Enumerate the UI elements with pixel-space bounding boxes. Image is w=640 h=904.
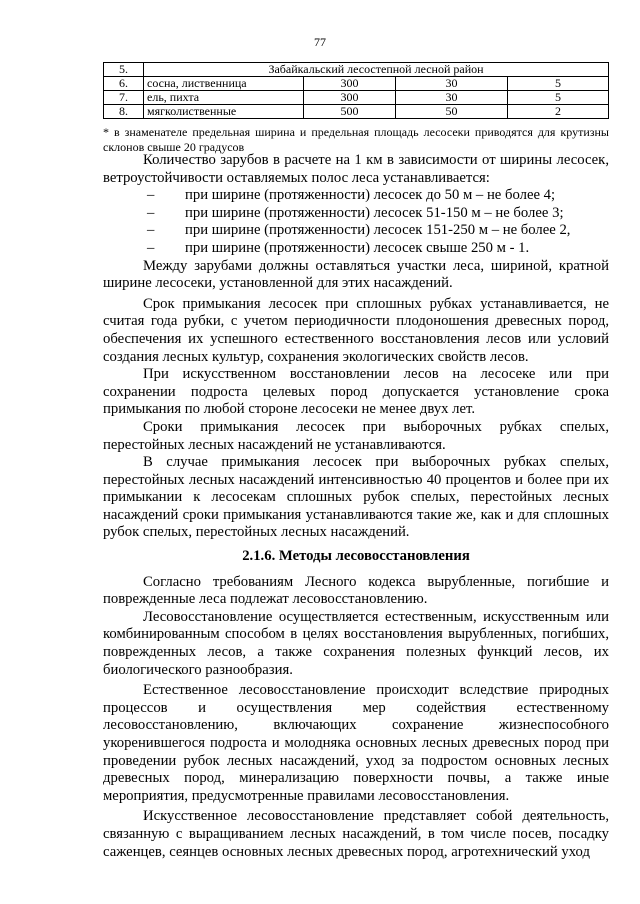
paragraph: Сроки примыкания лесосек при выборочных рубках спелых, перестойных лесных насаждений не устанавливаются. bbox=[103, 418, 609, 453]
norms-table bbox=[103, 62, 609, 119]
value-cell: 30 bbox=[396, 77, 508, 91]
row-number: 5. bbox=[104, 63, 144, 77]
value-cell: 300 bbox=[304, 77, 396, 91]
species-cell: мягколиственные bbox=[144, 105, 304, 119]
paragraph: Лесовосстановление осуществляется естественным, искусственным или комбинированным способом в целях восстановления вырубленных, погибших, поврежденных лесов, а также сохранения полезных функций лесов, их биологического разнообразия. bbox=[103, 608, 609, 678]
paragraph: Естественное лесовосстановление происходит вследствие природных процессов и осуществления мер содействия естественному лесовосстановлению, включающих сохранение жизнеспособного укоренившегося подроста и молодняка основных лесных древесных пород при проведении рубок лесных насаждений, уход за подростом основных лесных древесных пород, минерализацию поверхности почвы, а также иные мероприятия, предусмотренные правилами лесовосстановления. bbox=[103, 682, 609, 804]
page-number: 77 bbox=[314, 35, 326, 49]
list-item bbox=[103, 222, 609, 240]
dash-bullet: – bbox=[147, 204, 155, 221]
value-cell: 300 bbox=[304, 91, 396, 105]
table-row bbox=[104, 105, 609, 119]
list-item bbox=[103, 205, 609, 223]
value-cell: 5 bbox=[508, 91, 609, 105]
list-item-text: при ширине (протяженности) лесосек до 50 м – не более 4; bbox=[185, 187, 556, 204]
table-row bbox=[104, 63, 609, 77]
dash-bullet: – bbox=[147, 222, 155, 239]
paragraph: В случае примыкания лесосек при выборочных рубках спелых, перестойных лесных насаждений интенсивностью 40 процентов и более при их примыкании к лесосекам сплошных рубок спелых, перестойных лесных насаждений сроки примыкания устанавливаются такие же, как и для сплошных рубок спелых, перестойных лесных насаждений. bbox=[103, 454, 609, 541]
row-number: 7. bbox=[104, 91, 144, 105]
row-number: 6. bbox=[104, 77, 144, 91]
table-row bbox=[104, 91, 609, 105]
table-footnote: * в знаменателе предельная ширина и предельная площадь лесосеки приводятся для крутизны склонов свыше 20 градусов bbox=[103, 125, 609, 154]
paragraph: При искусственном восстановлении лесов на лесосеке или при сохранении подроста целевых пород допускается установление срока примыкания по любой стороне лесосеки не менее двух лет. bbox=[103, 366, 609, 418]
list-item-text: при ширине (протяженности) лесосек свыше 250 м - 1. bbox=[185, 239, 530, 256]
dash-bullet: – bbox=[147, 187, 155, 204]
list-item bbox=[103, 187, 609, 205]
value-cell: 50 bbox=[396, 105, 508, 119]
paragraph: Количество зарубов в расчете на 1 км в зависимости от ширины лесосек, ветроустойчивости оставляемых полос леса устанавливается: bbox=[103, 152, 609, 186]
paragraph: Искусственное лесовосстановление представляет собой деятельность, связанную с выращиванием лесных насаждений, в том числе посев, посадку саженцев, сеянцев основных лесных древесных пород, агротехнический уход bbox=[103, 808, 609, 860]
species-cell: ель, пихта bbox=[144, 91, 304, 105]
paragraph: Срок примыкания лесосек при сплошных рубках устанавливается, не считая года рубки, с учетом периодичности плодоношения древесных пород, обеспечения их успешного естественного восстановления лесов или условий создания лесных культур, сохранения экологических свойств лесов. bbox=[103, 295, 609, 365]
value-cell: 5 bbox=[508, 77, 609, 91]
paragraph: Между зарубами должны оставляться участки леса, шириной, кратной ширине лесосеки, установленной для этих насаждений. bbox=[103, 257, 609, 292]
section-heading: 2.1.6. Методы лесовосстановления bbox=[242, 548, 470, 565]
species-cell: сосна, лиственница bbox=[144, 77, 304, 91]
paragraph: Согласно требованиям Лесного кодекса вырубленные, погибшие и поврежденные леса подлежат лесовосстановлению. bbox=[103, 573, 609, 608]
list-item-text: при ширине (протяженности) лесосек 51-150 м – не более 3; bbox=[185, 204, 564, 221]
value-cell: 30 bbox=[396, 91, 508, 105]
value-cell: 2 bbox=[508, 105, 609, 119]
list-item bbox=[103, 240, 609, 258]
body-text bbox=[103, 152, 609, 861]
value-cell: 500 bbox=[304, 105, 396, 119]
row-number: 8. bbox=[104, 105, 144, 119]
region-name: Забайкальский лесостепной лесной район bbox=[144, 63, 609, 77]
list-item-text: при ширине (протяженности) лесосек 151-250 м – не более 2, bbox=[185, 222, 571, 239]
dash-bullet: – bbox=[147, 239, 155, 256]
table-row bbox=[104, 77, 609, 91]
